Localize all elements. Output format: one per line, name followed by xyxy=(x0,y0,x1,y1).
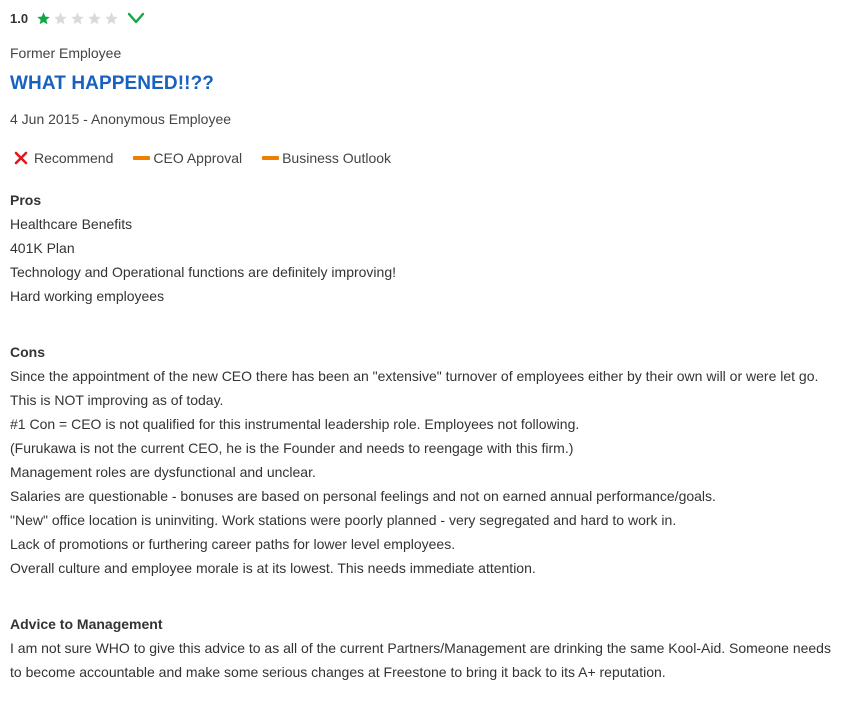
star-icon-2 xyxy=(53,11,68,26)
chevron-down-icon[interactable] xyxy=(127,11,145,25)
star-icon-1 xyxy=(36,11,51,26)
pros-line: 401K Plan xyxy=(10,240,75,256)
cons-line: Management roles are dysfunctional and unclear. xyxy=(10,464,316,480)
business-outlook-label: Business Outlook xyxy=(282,150,392,166)
pros-heading: Pros xyxy=(10,192,42,208)
rating-row xyxy=(10,8,145,28)
cons-line: "New" office location is uninviting. Work stations were poorly planned - very segregated and hard to work in. xyxy=(10,512,677,528)
business-outlook-indicator xyxy=(262,150,391,166)
cons-line: Lack of promotions or furthering career paths for lower level employees. xyxy=(10,536,456,552)
star-icon-3 xyxy=(70,11,85,26)
pros-line: Technology and Operational functions are definitely improving! xyxy=(10,264,397,280)
cons-heading: Cons xyxy=(10,344,45,360)
x-mark-icon xyxy=(14,151,28,165)
review-meta: 4 Jun 2015 - Anonymous Employee xyxy=(10,111,232,127)
cons-line: Overall culture and employee morale is at its lowest. This needs immediate attention. xyxy=(10,560,536,576)
ceo-approval-indicator xyxy=(133,150,242,166)
advice-section xyxy=(10,612,837,684)
dash-icon xyxy=(133,156,150,160)
review-title[interactable]: WHAT HAPPENED!!?? xyxy=(10,73,214,94)
rating-value: 1.0 xyxy=(10,10,29,26)
pros-line: Healthcare Benefits xyxy=(10,216,133,232)
pros-section xyxy=(10,188,837,308)
employee-status: Former Employee xyxy=(10,45,122,61)
cons-section xyxy=(10,340,837,580)
ceo-approval-label: CEO Approval xyxy=(153,150,243,166)
cons-line: Since the appointment of the new CEO there has been an "extensive" turnover of employees either by their own will or were let go. This is NOT improving as of today. xyxy=(10,368,819,408)
star-icon-5 xyxy=(104,11,119,26)
advice-line: I am not sure WHO to give this advice to as all of the current Partners/Management are drinking the same Kool-Aid. Someone needs to become accountable and make some serious changes at Freestone to bring it back to its A+ reputation. xyxy=(10,640,831,680)
star-rating xyxy=(36,11,121,26)
cons-line: (Furukawa is not the current CEO, he is the Founder and needs to reengage with this firm.) xyxy=(10,440,574,456)
advice-heading: Advice to Management xyxy=(10,616,163,632)
cons-line: Salaries are questionable - bonuses are based on personal feelings and not on earned annual performance/goals. xyxy=(10,488,716,504)
pros-line: Hard working employees xyxy=(10,288,165,304)
star-icon-4 xyxy=(87,11,102,26)
review-indicators xyxy=(14,150,411,166)
cons-line: #1 Con = CEO is not qualified for this instrumental leadership role. Employees not following. xyxy=(10,416,580,432)
dash-icon xyxy=(262,156,279,160)
recommend-indicator xyxy=(14,150,113,166)
recommend-label: Recommend xyxy=(34,150,114,166)
